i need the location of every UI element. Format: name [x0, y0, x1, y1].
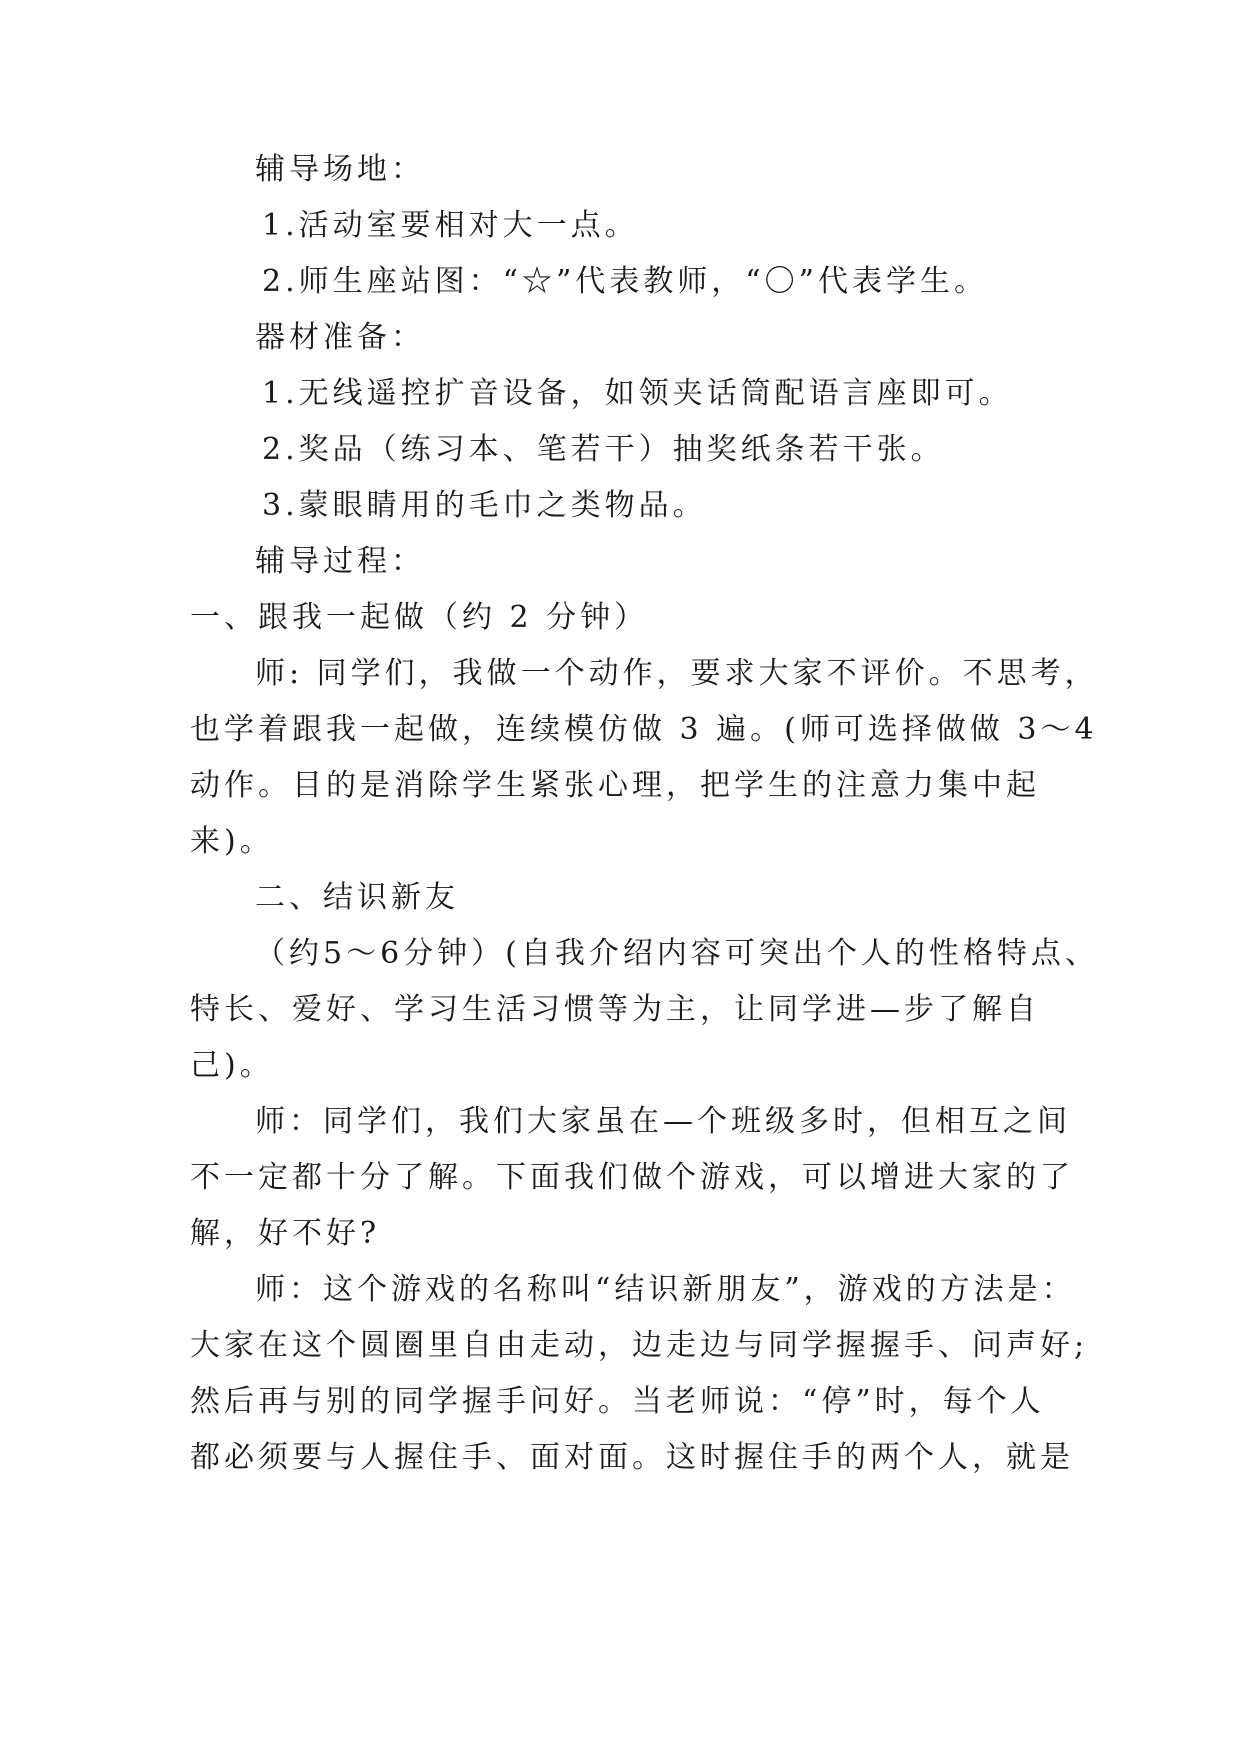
- equipment-item-2: 2.奖品（练习本、笔若干）抽奖纸条若干张。: [262, 432, 945, 467]
- paragraph-line: 然后再与别的同学握手问好。当老师说：“停”时，每个人: [190, 1384, 1045, 1419]
- paragraph-line: 师：同学们，我们大家虽在—个班级多时，但相互之间: [255, 1104, 1071, 1139]
- heading-equipment: 器材准备：: [255, 320, 425, 355]
- equipment-item-3: 3.蒙眼睛用的毛巾之类物品。: [262, 488, 707, 523]
- paragraph-line: 己)。: [190, 1048, 274, 1083]
- paragraph-line: （约5～6分钟）(自我介绍内容可突出个人的性格特点、: [255, 936, 1099, 971]
- section-1-title: 一、跟我一起做（约 2 分钟）: [190, 600, 649, 635]
- equipment-item-1: 1.无线遥控扩音设备，如领夹话筒配语言座即可。: [262, 376, 1013, 411]
- paragraph-line: 特长、爱好、学习生活习惯等为主，让同学进—步了解自: [190, 992, 1040, 1027]
- section-2-title: 二、结识新友: [255, 880, 459, 915]
- paragraph-line: 都必须要与人握住手、面对面。这时握住手的两个人，就是: [190, 1440, 1074, 1475]
- paragraph-line: 师：这个游戏的名称叫“结识新朋友”，游戏的方法是：: [255, 1272, 1076, 1307]
- paragraph-line: 师: 同学们，我做一个动作，要求大家不评价。不思考，: [255, 656, 1099, 691]
- paragraph-line: 解，好不好?: [190, 1216, 381, 1251]
- paragraph-line: 也学着跟我一起做，连续模仿做 3 遍。(师可选择做做 3～4: [190, 712, 1098, 747]
- paragraph-line: 大家在这个圆圈里自由走动，边走边与同学握握手、问声好;: [190, 1328, 1089, 1363]
- paragraph-line: 动作。目的是消除学生紧张心理，把学生的注意力集中起: [190, 768, 1040, 803]
- heading-venue: 辅导场地：: [255, 152, 425, 187]
- venue-item-2: 2.师生座站图：“☆”代表教师，“〇”代表学生。: [262, 264, 988, 299]
- paragraph-line: 不一定都十分了解。下面我们做个游戏，可以增进大家的了: [190, 1160, 1074, 1195]
- venue-item-1: 1.活动室要相对大一点。: [262, 208, 639, 243]
- heading-process: 辅导过程：: [255, 544, 425, 579]
- paragraph-line: 来)。: [190, 824, 274, 859]
